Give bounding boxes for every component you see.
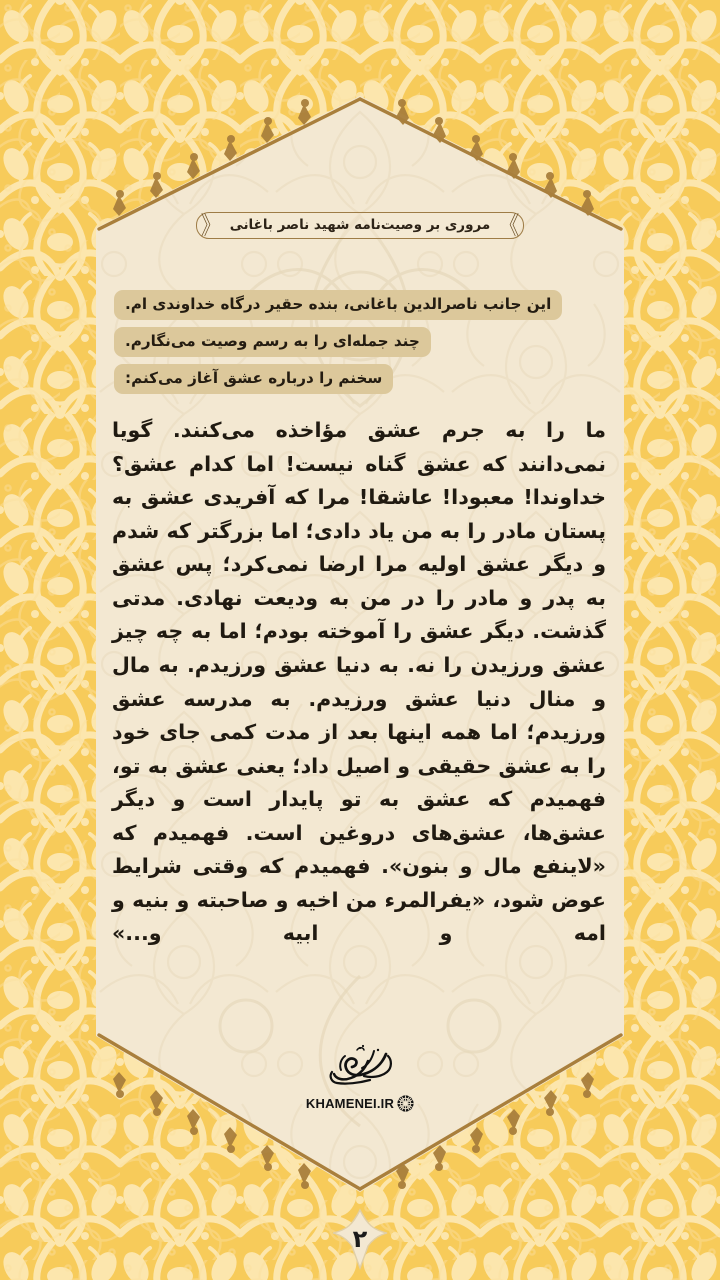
defa-moghaddas-calligraphy-logo [322,1041,398,1091]
khamenei-logo [306,1095,414,1112]
intro-line: چند جمله‌ای را به رسم وصیت می‌نگارم. [114,327,431,357]
intro-line: سخنم را درباره عشق آغاز می‌کنم: [114,364,393,394]
chevron-right-icon: 》 [499,210,520,240]
header-ribbon-box [196,212,524,239]
footer-logo-group [96,1041,624,1112]
panel-content [96,96,624,1192]
intro-line: این جانب ناصرالدین باغانی، بنده حقیر درگاه خداوندی ام. [114,290,562,320]
body-paragraph: ما را به جرم عشق مؤاخذه می‌کنند. گویا نمی‌دانند که عشق گناه نیست! اما کدام عشق؟ خداوندا! معبودا! عاشقا! مرا که آفریدی عشق به پستان مادر را به من یاد دادی؛ اما بزرگتر که شدم و دیگر عشق اولیه مرا ارضا نمی‌کرد؛ پس عشق به پدر و مادر را در من به ودیعت نهادی. مدتی گذشت. دیگر عشق را آموخته بودم؛ اما به چه چیز عشق ورزیدن را نه. به دنیا عشق ورزیدم. به مال و منال دنیا عشق ورزیدم. به مدرسه عشق ورزیدم؛ اما همه اینها بعد از مدت کمی جای خود را به عشق حقیقی و اصیل داد؛ یعنی عشق به تو، فهمیدم که عشق به تو پایدار است و دیگر عشق‌ها، عشق‌های دروغین است. فهمیدم که «لاینفع مال و بنون». فهمیدم که وقتی شرایط عوض شود، «یفرالمرء من اخیه و صاحبته و بنیه و امه و ابیه و...» [112,418,606,946]
header-ribbon [96,212,624,239]
page-number-badge [323,1208,397,1270]
khamenei-wordmark: KHAMENEI.IR [305,1096,395,1111]
chevron-left-icon: 《 [200,210,221,240]
page-number: ۲ [352,1225,368,1253]
intro-block [114,290,604,394]
page-title: مروری بر وصیت‌نامه شهید ناصر باغانی [229,217,491,233]
starburst-icon [397,1095,414,1112]
